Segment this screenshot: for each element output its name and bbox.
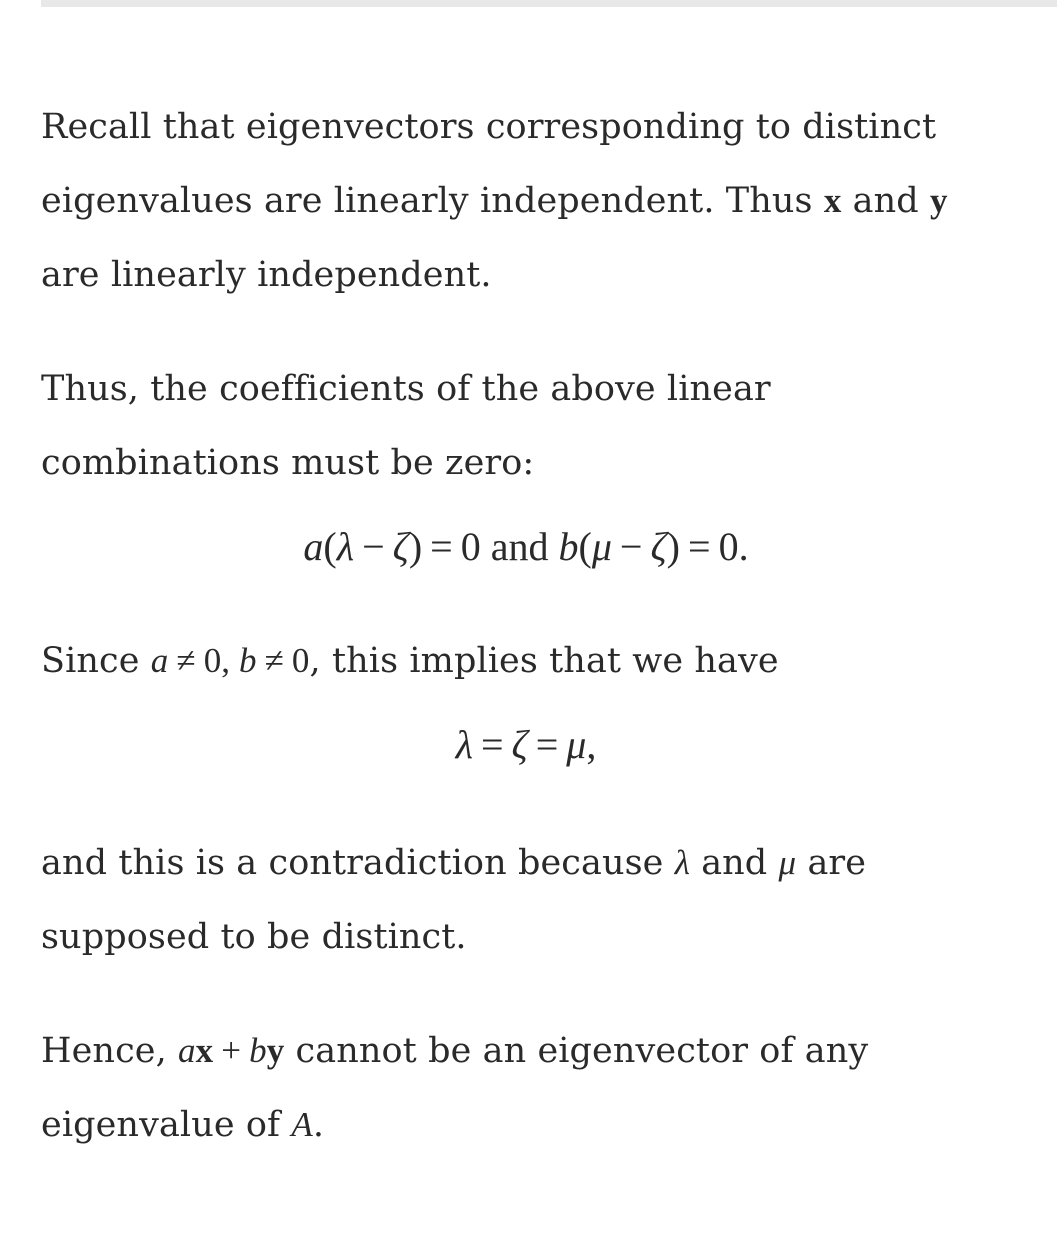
math-paren: ) [666, 524, 680, 569]
math-vector-x: x [195, 1031, 214, 1070]
math-comma: , [586, 722, 597, 767]
math-vector-y: y [266, 1031, 285, 1070]
math-and-text: and [480, 524, 559, 569]
math-zero: 0, [203, 641, 239, 680]
math-lambda: λ [674, 843, 690, 882]
solution-content [41, 90, 1011, 1202]
math-b: b [249, 1031, 267, 1070]
paragraph-coefficients [41, 352, 1011, 500]
text-span: cannot be an eigenvector of any eigenvalue of [41, 1031, 869, 1145]
math-zeta: ζ [511, 722, 528, 767]
math-minus: − [619, 524, 643, 569]
math-minus: − [362, 524, 385, 569]
math-vector-x: x [823, 181, 842, 220]
text-span: Hence, [41, 1031, 179, 1071]
text-span: and this is a contradiction because [41, 843, 675, 883]
math-mu: μ [778, 843, 797, 882]
text-span: Recall that eigenvectors corresponding to distinct eigenvalues are linearly independent. Thus [41, 107, 937, 221]
paragraph-contradiction [41, 826, 1011, 974]
text-span: Since [41, 641, 151, 681]
math-not-equal: ≠ [264, 641, 284, 680]
math-b: b [239, 641, 257, 680]
text-span: and [689, 843, 779, 883]
math-paren: ( [578, 524, 592, 569]
text-span: Thus, the coefficients of the above linear combinations must be zero: [41, 369, 771, 483]
math-not-equal: ≠ [176, 641, 196, 680]
paragraph-conclusion [41, 1014, 1011, 1162]
math-equals: = [480, 722, 504, 767]
text-span: are linearly independent. [41, 255, 492, 295]
math-zero: 0 [460, 524, 481, 569]
math-zeta: ζ [650, 524, 667, 569]
math-lambda: λ [455, 722, 473, 767]
paragraph-independence [41, 90, 1011, 312]
text-span: , this implies that we have [309, 641, 779, 681]
math-zero: 0 [291, 641, 310, 680]
math-lambda: λ [336, 524, 355, 569]
math-matrix-A: A [291, 1105, 313, 1144]
math-mu: μ [591, 524, 612, 569]
math-paren: ) [408, 524, 423, 569]
equation-lambda-zeta-mu [41, 708, 1011, 782]
paragraph-since [41, 624, 1011, 698]
math-vector-y: y [930, 181, 948, 220]
math-equals: = [688, 524, 711, 569]
math-zeta: ζ [392, 524, 409, 569]
math-plus: + [221, 1031, 242, 1070]
math-equals: = [535, 722, 559, 767]
math-mu: μ [566, 722, 587, 767]
text-span: . [312, 1105, 325, 1145]
math-equals: = [430, 524, 453, 569]
math-a: a [303, 524, 324, 569]
math-b: b [558, 524, 579, 569]
math-a: a [178, 1031, 196, 1070]
math-zero: 0. [718, 524, 749, 569]
text-span: are supposed to be distinct. [41, 843, 867, 957]
equation-coefficients-zero [41, 510, 1011, 584]
top-divider [41, 0, 1057, 7]
math-paren: ( [323, 524, 337, 569]
math-a: a [150, 641, 169, 680]
text-span: and [841, 181, 930, 221]
